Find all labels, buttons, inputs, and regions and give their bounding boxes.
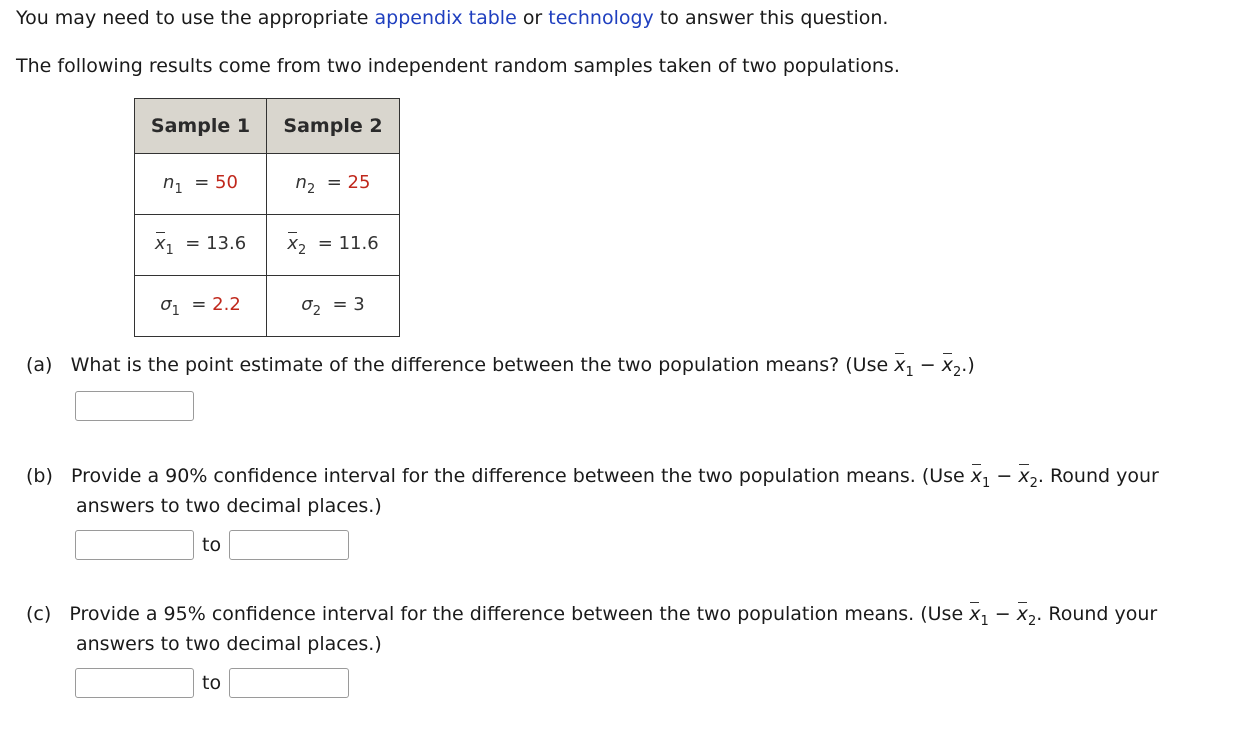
problem-statement: The following results come from two independent random samples taken of two populations. [16, 55, 900, 77]
sigma2-cell: $\sigma_2 = 3$ [267, 276, 400, 337]
part-b-lower-input[interactable] [75, 530, 194, 560]
part-c-upper-input[interactable] [229, 668, 349, 698]
part-b-question: (b) Provide a 90% confidence interval for the difference between the two population means. (Use $x_1 - x_2$. Round your [26, 465, 1159, 491]
instruction-line: You may need to use the appropriate appendix table or technology to answer this question. [16, 7, 889, 29]
part-b-question-line2: answers to two decimal places.) [76, 495, 382, 517]
x1-value: 13.6 [206, 232, 247, 254]
technology-link[interactable]: technology [548, 7, 654, 29]
part-a-question: (a) What is the point estimate of the difference between the two population means? (Use $x_1 - x_2$.) [26, 354, 975, 380]
sigma2-value: 3 [353, 293, 365, 315]
sample-2-header: Sample 2 [267, 99, 400, 154]
part-c-question-line2: answers to two decimal places.) [76, 633, 382, 655]
part-c-question: (c) Provide a 95% confidence interval for the difference between the two population means. (Use $x_1 - x_2$. Round your [26, 603, 1158, 629]
sample-table [134, 98, 400, 337]
n2-cell: $n_2 = 25$ [267, 154, 400, 215]
x1-cell: $x_1 = 13.6$ [135, 215, 267, 276]
x2-cell: $x_2 = 11.6$ [267, 215, 400, 276]
part-b-upper-input[interactable] [229, 530, 349, 560]
n1-value: 50 [215, 171, 238, 193]
x2-value: 11.6 [338, 232, 379, 254]
n2-value: 25 [347, 171, 371, 193]
part-a-answer-input[interactable] [75, 391, 194, 421]
n1-cell: $n_1 = 50$ [135, 154, 267, 215]
appendix-table-link[interactable]: appendix table [374, 7, 517, 29]
sigma1-value: 2.2 [212, 293, 241, 315]
sigma1-cell: $\sigma_1 = 2.2$ [135, 276, 267, 337]
part-c-lower-input[interactable] [75, 668, 194, 698]
part-c-to-label: to [202, 672, 222, 694]
sample-1-header: Sample 1 [135, 99, 267, 154]
part-b-to-label: to [202, 534, 222, 556]
